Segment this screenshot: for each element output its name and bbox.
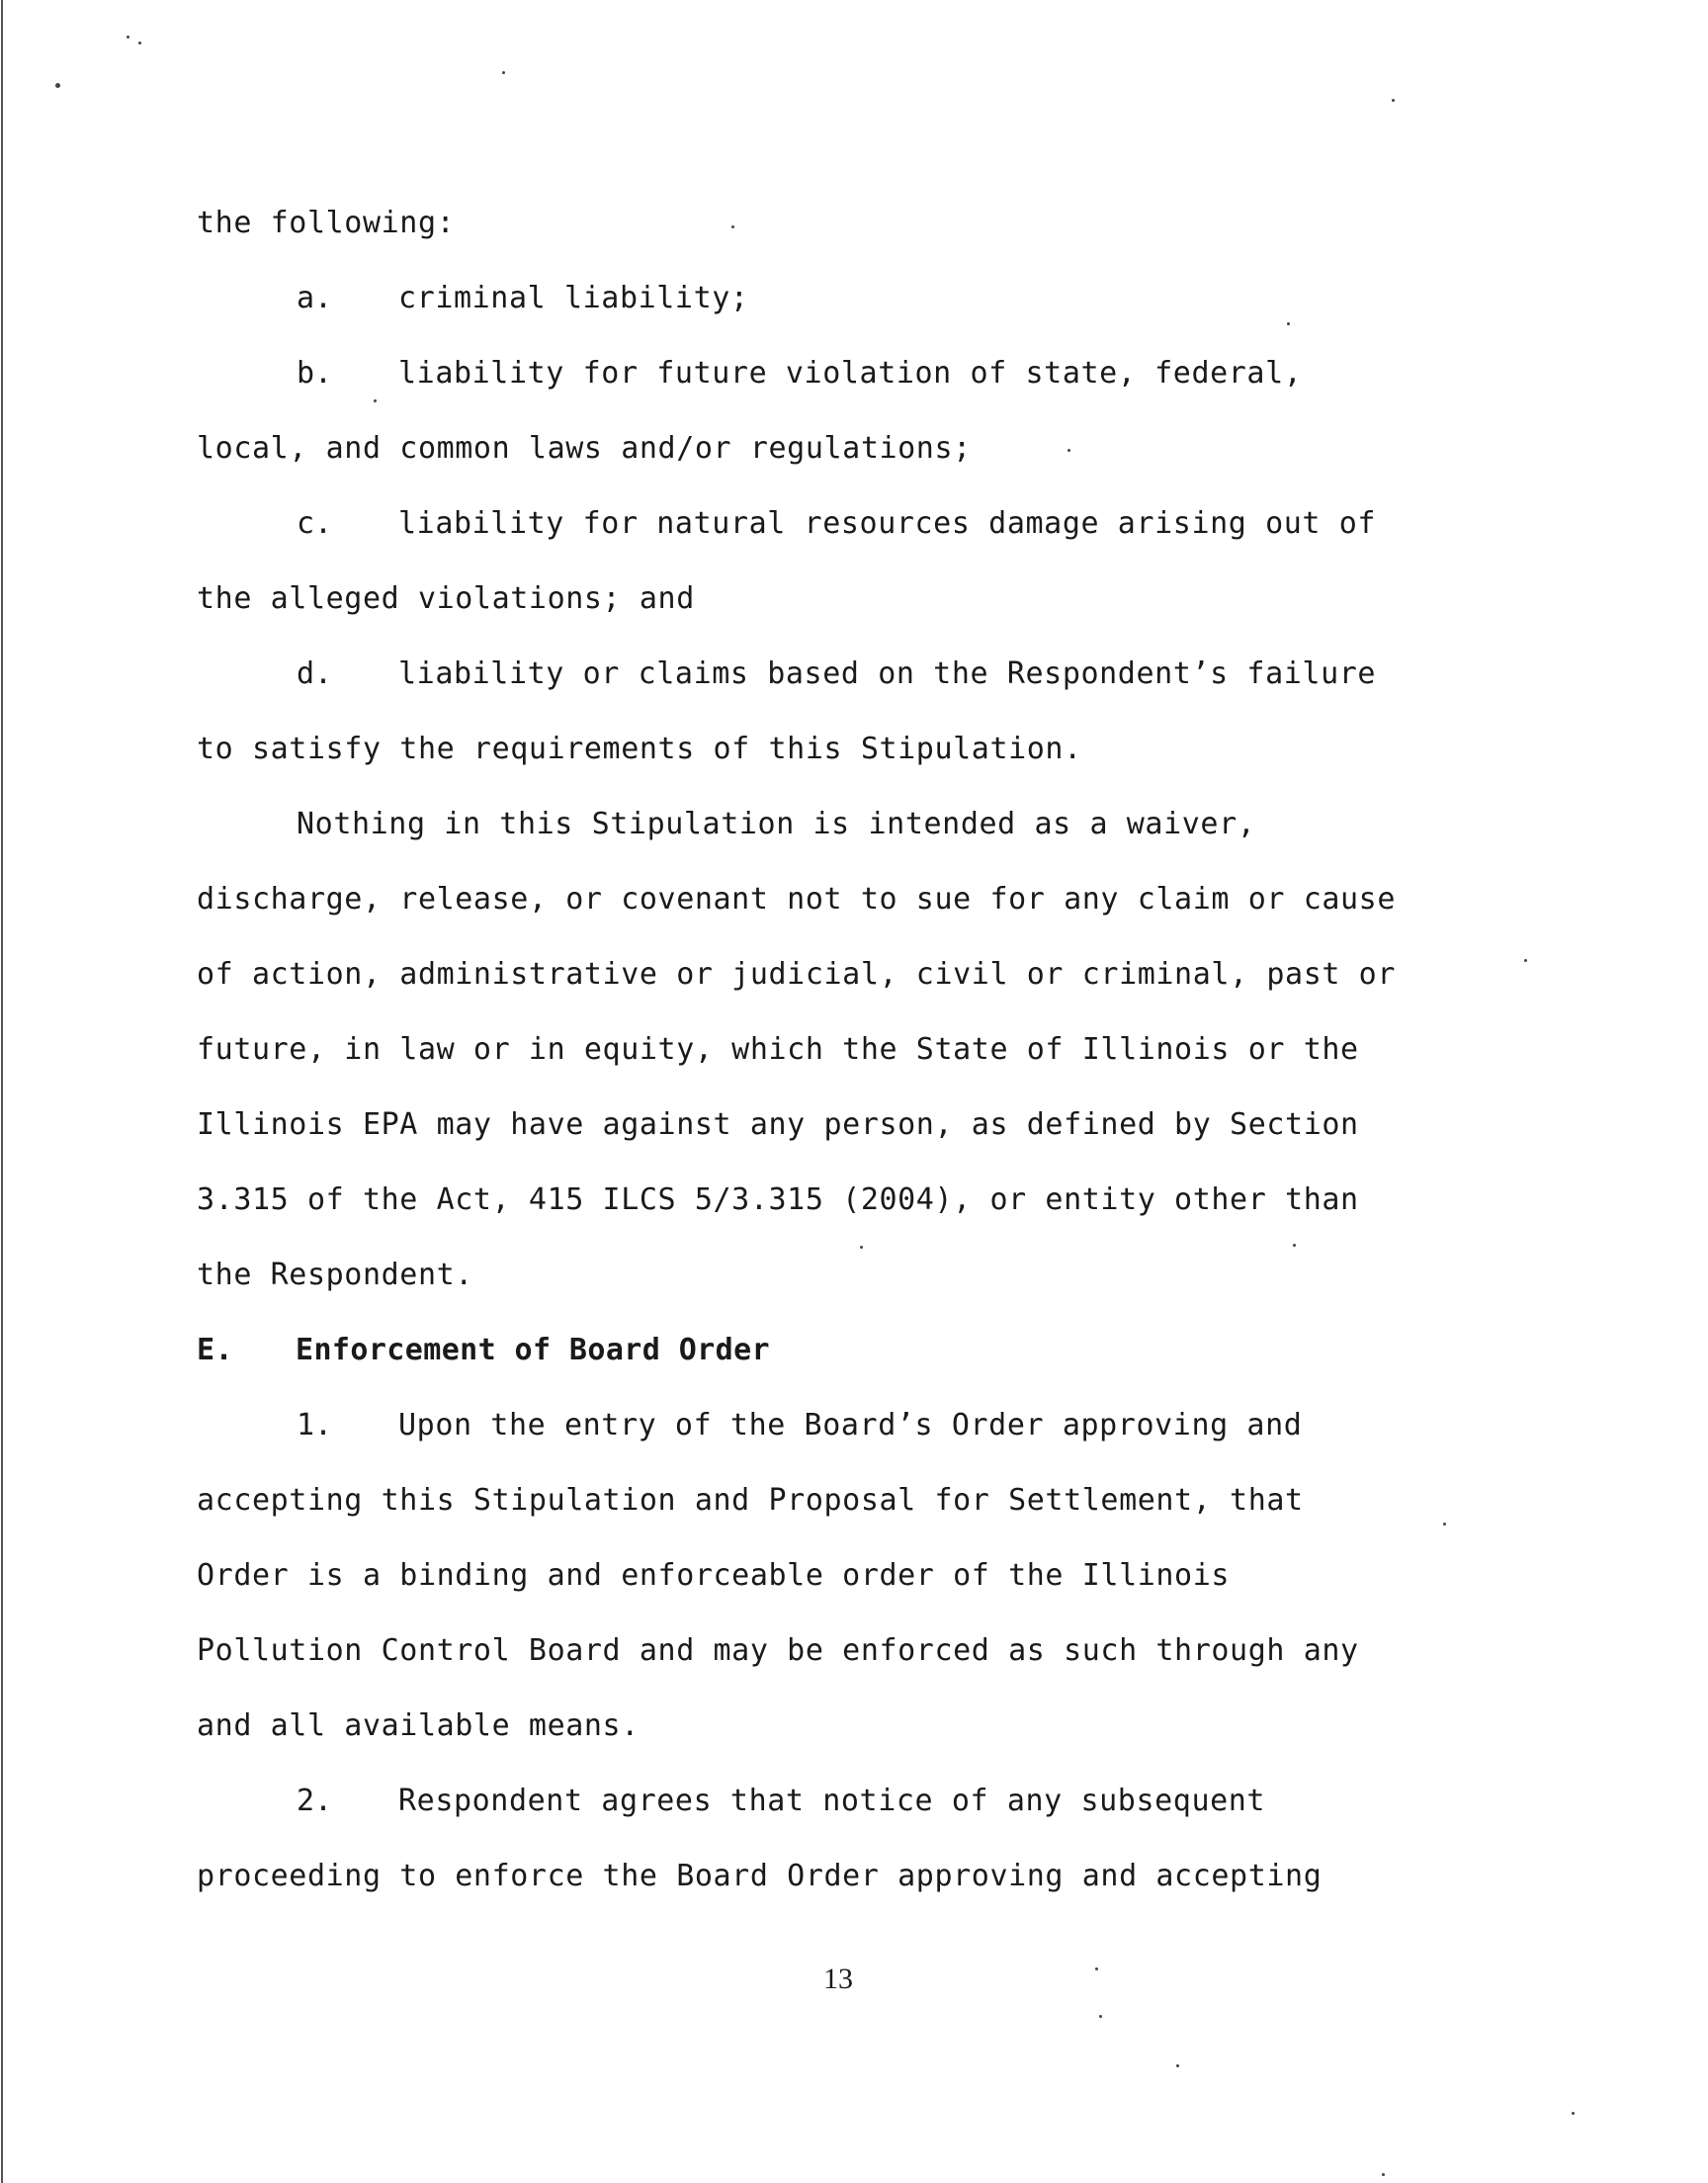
section-number: E. (197, 1333, 233, 1367)
item-c-marker: c. (297, 506, 333, 541)
item-b-marker: b. (297, 356, 333, 391)
item-d-continuation: to satisfy the requirements of this Stipulation. (197, 732, 1082, 766)
numbered-paragraph-1-line: and all available means. (197, 1708, 640, 1743)
numbered-paragraph-2-number: 2. (297, 1784, 333, 1818)
section-heading (197, 1333, 770, 1368)
numbered-paragraph-1-line: Order is a binding and enforceable order of the Illinois (197, 1558, 1231, 1593)
page-edge-rule (1, 0, 3, 2183)
scan-speck (1095, 1967, 1098, 1970)
item-b-text: liability for future violation of state, federal, (398, 356, 1303, 391)
scan-speck (1392, 99, 1395, 102)
paragraph-line: Nothing in this Stipulation is intended as a waiver, (297, 807, 1256, 841)
scan-speck (1176, 2064, 1179, 2067)
paragraph-line: 3.315 of the Act, 415 ILCS 5/3.315 (2004), or entity other than (197, 1182, 1359, 1217)
paragraph-line: the Respondent. (197, 1258, 473, 1292)
section-title: Enforcement of Board Order (296, 1333, 770, 1367)
scan-speck (55, 83, 60, 88)
paragraph-line: Illinois EPA may have against any person, as defined by Section (197, 1107, 1359, 1142)
scan-speck (1068, 449, 1070, 452)
paragraph-line: discharge, release, or covenant not to sue for any claim or cause (197, 882, 1396, 917)
numbered-paragraph-1-line: accepting this Stipulation and Proposal for Settlement, that (197, 1483, 1304, 1518)
numbered-paragraph-2-first-line: Respondent agrees that notice of any subsequent (398, 1784, 1266, 1818)
paragraph-line: of action, administrative or judicial, civil or criminal, past or (197, 957, 1396, 992)
item-c-text: liability for natural resources damage arising out of (398, 506, 1377, 541)
scan-speck (1572, 2112, 1575, 2115)
numbered-paragraph-2-line: proceeding to enforce the Board Order approving and accepting (197, 1859, 1323, 1893)
scan-speck (502, 71, 505, 74)
scan-speck (1382, 2173, 1385, 2176)
numbered-paragraph-1-number: 1. (297, 1408, 333, 1442)
scan-speck (127, 36, 129, 39)
item-c-continuation: the alleged violations; and (197, 581, 695, 616)
item-a-marker: a. (297, 281, 333, 315)
scan-speck (1443, 1523, 1446, 1526)
paragraph-line: future, in law or in equity, which the State of Illinois or the (197, 1032, 1359, 1067)
scan-speck (860, 1246, 863, 1249)
page-number: 13 (823, 1963, 853, 1995)
numbered-paragraph-1-first-line: Upon the entry of the Board’s Order approving and (398, 1408, 1303, 1442)
scan-speck (731, 225, 734, 228)
scan-speck (1099, 2015, 1102, 2018)
scan-speck (138, 42, 141, 44)
item-b-continuation: local, and common laws and/or regulations; (197, 431, 972, 466)
item-a-text: criminal liability; (398, 281, 749, 315)
item-d-marker: d. (297, 656, 333, 691)
scan-speck (1524, 959, 1527, 962)
scan-speck (1293, 1244, 1296, 1247)
scan-speck (374, 399, 377, 402)
numbered-paragraph-1-line: Pollution Control Board and may be enforced as such through any (197, 1633, 1359, 1668)
scan-speck (1287, 322, 1290, 325)
intro-line: the following: (197, 206, 456, 240)
item-d-text: liability or claims based on the Respondent’s failure (398, 656, 1377, 691)
